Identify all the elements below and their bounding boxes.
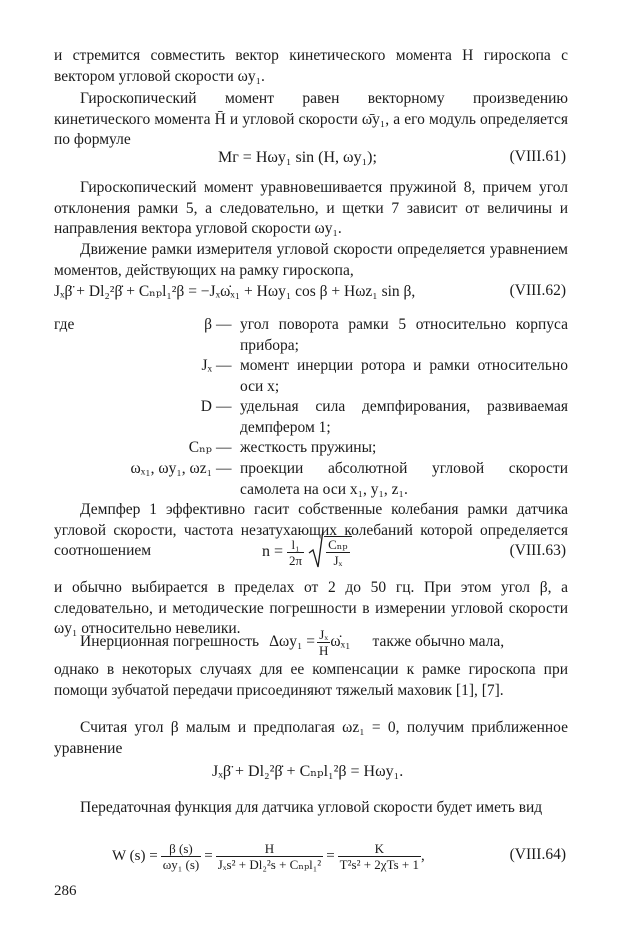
eq63-lhs: n = (262, 543, 284, 560)
equation-viii-64 (112, 836, 425, 876)
definition-symbol: D (200, 398, 212, 415)
paragraph-3: Гироскопический момент уравновешивается пружиной 8, причем угол отклонения рамки 5, а следовательно, и щетки 7 зависит от величины и направления вектора угловой скорости ωy₁. (54, 179, 568, 237)
equation-viii-61: Mᴦ = Hωy₁ sin (H, ωy₁); (218, 149, 377, 166)
definition-text: удельная сила демпфирования, развиваемая демпфером 1; (240, 398, 568, 436)
eq64-f3-den: T²s² + 2χTs + 1 (339, 856, 419, 872)
eq64-f1-den: ωy₁ (s) (162, 856, 200, 872)
eq63-fraction (287, 537, 304, 568)
error-frac-den: H (319, 642, 329, 658)
equation-number-61: (VIII.61) (509, 148, 566, 165)
error-rhs: ω̇ₓ₁ (330, 632, 351, 650)
equals-sign: = (326, 848, 335, 864)
definition-dash: — (216, 357, 232, 374)
definition-symbol: Cₙₚ (188, 439, 212, 456)
paragraph-5: Демпфер 1 эффективно гасит собственные колебания рамки датчика угловой скорости, частота незатухающих колебаний которой определяется соотношением (54, 501, 568, 559)
eq64-f2-den: Jₓs² + Dl₂²s + Cₙₚl₁² (217, 856, 322, 872)
page-number: 286 (54, 883, 77, 899)
eq63-sqrt-den: Jₓ (333, 553, 343, 568)
equation-approx: Jₓβ̈ + Dl₂²β̇ + Cₙₚl₁²β = Hωy₁. (212, 763, 404, 780)
paragraph-2: Гироскопический момент равен векторному произведению кинетического момента H̄ и угловой скорости ω̄y₁, а его модуль определяется по формуле (54, 90, 568, 148)
eq64-f2-num: H (216, 841, 323, 857)
equals-sign: = (204, 848, 213, 864)
eq63-sqrt-fraction (326, 537, 350, 568)
error-fraction (317, 627, 330, 658)
trailing-comma: , (421, 848, 425, 864)
definition-text: угол поворота рамки 5 относительно корпуса прибора; (240, 316, 568, 354)
definition-text: момент инерции ротора и рамки относительно оси x; (240, 357, 568, 395)
eq63-frac-den: 2π (289, 552, 303, 568)
eq64-fraction-2 (216, 841, 323, 872)
paragraph-9: Передаточная функция для датчика угловой скорости будет иметь вид (80, 799, 543, 816)
eq64-f1-num: β (s) (161, 841, 202, 857)
equation-number-63: (VIII.63) (509, 542, 566, 559)
paragraph-7-first-line (54, 628, 568, 656)
definition-item (0, 315, 622, 357)
equation-number-62: (VIII.62) (509, 282, 566, 299)
paragraph-8: Считая угол β малым и предполагая ωz₁ = 0, получим приближенное уравнение (54, 719, 568, 757)
paragraph-6: и обычно выбирается в пределах от 2 до 50 гц. При этом угол β, а следовательно, и методические погрешности в измерении угловой скорости ωy₁ относительно невелики. (54, 579, 568, 637)
definition-symbol: Jₓ (201, 357, 212, 374)
p7-lead: Инерционная погрешность (80, 632, 260, 650)
definition-dash: — (216, 460, 232, 477)
definition-text: жесткость пружины; (240, 439, 377, 456)
paragraph-4: Движение рамки измерителя угловой скорости определяется уравнением моментов, действующих на рамку гироскопа, (54, 241, 568, 279)
eq63-sqrt-body (324, 536, 352, 568)
equation-viii-62: Jₓβ̈ + Dl₂²β̇ + Cₙₚl₁²β = −Jₓω̇ₓ₁ + Hωy₁ cos β + Hωz₁ sin β, (54, 283, 416, 300)
where-label: где (54, 316, 75, 333)
radical-sign-icon (308, 529, 324, 569)
equation-number-64: (VIII.64) (509, 846, 566, 863)
equation-viii-63 (262, 532, 352, 572)
definition-symbol: ωₓ₁, ωy₁, ωz₁ (130, 460, 212, 477)
eq63-sqrt-num: Cₙₚ (328, 537, 348, 552)
sqrt-symbol (308, 529, 324, 575)
error-lhs: Δωy₁ = (269, 632, 316, 650)
definition-dash: — (216, 316, 232, 333)
eq63-frac-num: l₁ (287, 537, 304, 553)
definition-dash: — (216, 439, 232, 456)
definition-symbol: β (204, 316, 212, 333)
paragraph-1: и стремится совместить вектор кинетического момента H гироскопа с вектором угловой скорости ωy₁. (54, 47, 568, 85)
eq64-f3-num: K (338, 841, 421, 857)
error-frac-num: Jₓ (317, 627, 330, 643)
eq64-fraction-1 (161, 841, 202, 872)
definition-item (0, 397, 622, 439)
eq64-fraction-3 (338, 841, 421, 872)
paragraph-7-rest: однако в некоторых случаях для ее компенсации к рамке гироскопа при помощи зубчатой передачи присоединяют тяжелый маховик [1], [7]. (54, 661, 568, 699)
eq64-lhs: W (s) = (112, 848, 158, 864)
p7-tail: также обычно мала, (372, 632, 505, 650)
definition-item (0, 356, 622, 398)
definition-text: проекции абсолютной угловой скорости самолета на оси x₁, y₁, z₁. (240, 460, 568, 498)
definition-dash: — (216, 398, 232, 415)
definition-item (0, 438, 622, 459)
definition-item (0, 459, 622, 501)
